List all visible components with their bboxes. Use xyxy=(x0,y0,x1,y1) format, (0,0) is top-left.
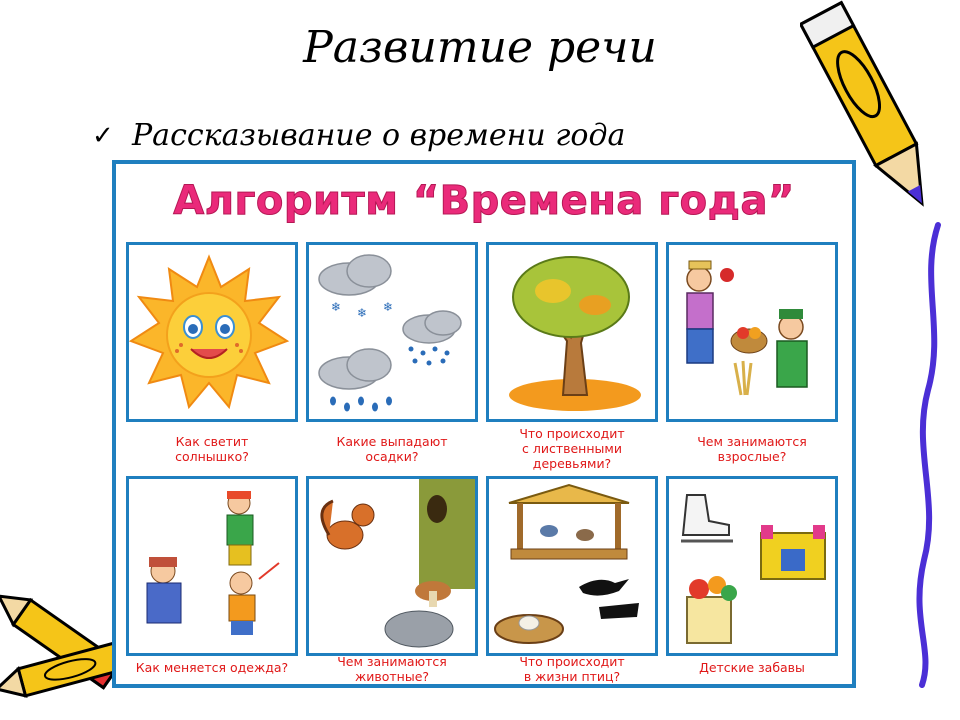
cell-trees xyxy=(486,242,658,422)
squiggle-decoration xyxy=(900,220,950,690)
caption-3: Что происходит с лиственными деревьями? xyxy=(519,426,625,471)
checkmark-icon: ✓ xyxy=(92,120,114,151)
cell-animals xyxy=(306,476,478,656)
svg-text:❄: ❄ xyxy=(383,300,394,314)
toys-icon xyxy=(669,479,835,653)
cell-clothes xyxy=(126,476,298,656)
cell-games xyxy=(666,476,838,656)
svg-text:❄: ❄ xyxy=(357,306,368,320)
caption-8: Детские забавы xyxy=(699,660,805,675)
sun-icon xyxy=(129,245,295,419)
cell-adults xyxy=(666,242,838,422)
cell-sun xyxy=(126,242,298,422)
caption-6: Чем занимаются животные? xyxy=(337,654,447,684)
caption-7: Что происходит в жизни птиц? xyxy=(519,654,625,684)
poster xyxy=(112,160,856,688)
cell-precipitation xyxy=(306,242,478,422)
clouds-icon xyxy=(309,245,475,419)
svg-text:❄: ❄ xyxy=(331,300,342,314)
animals-icon xyxy=(309,479,475,653)
bullet-text: Рассказывание о времени года xyxy=(132,118,626,153)
caption-4: Чем занимаются взрослые? xyxy=(697,434,807,464)
caption-1: Как светит солнышко? xyxy=(175,434,249,464)
pencils-icon xyxy=(0,570,130,720)
caption-5: Как меняется одежда? xyxy=(135,660,289,675)
cell-birds xyxy=(486,476,658,656)
slide-title: Развитие речи xyxy=(303,22,657,73)
birds-icon xyxy=(489,479,655,653)
tree-icon xyxy=(489,245,655,419)
caption-2: Какие выпадают осадки? xyxy=(336,434,448,464)
children-clothes-icon xyxy=(129,479,295,653)
poster-title: Алгоритм “Времена года” xyxy=(173,178,795,224)
bullet-item xyxy=(92,118,625,153)
adults-icon xyxy=(669,245,835,419)
